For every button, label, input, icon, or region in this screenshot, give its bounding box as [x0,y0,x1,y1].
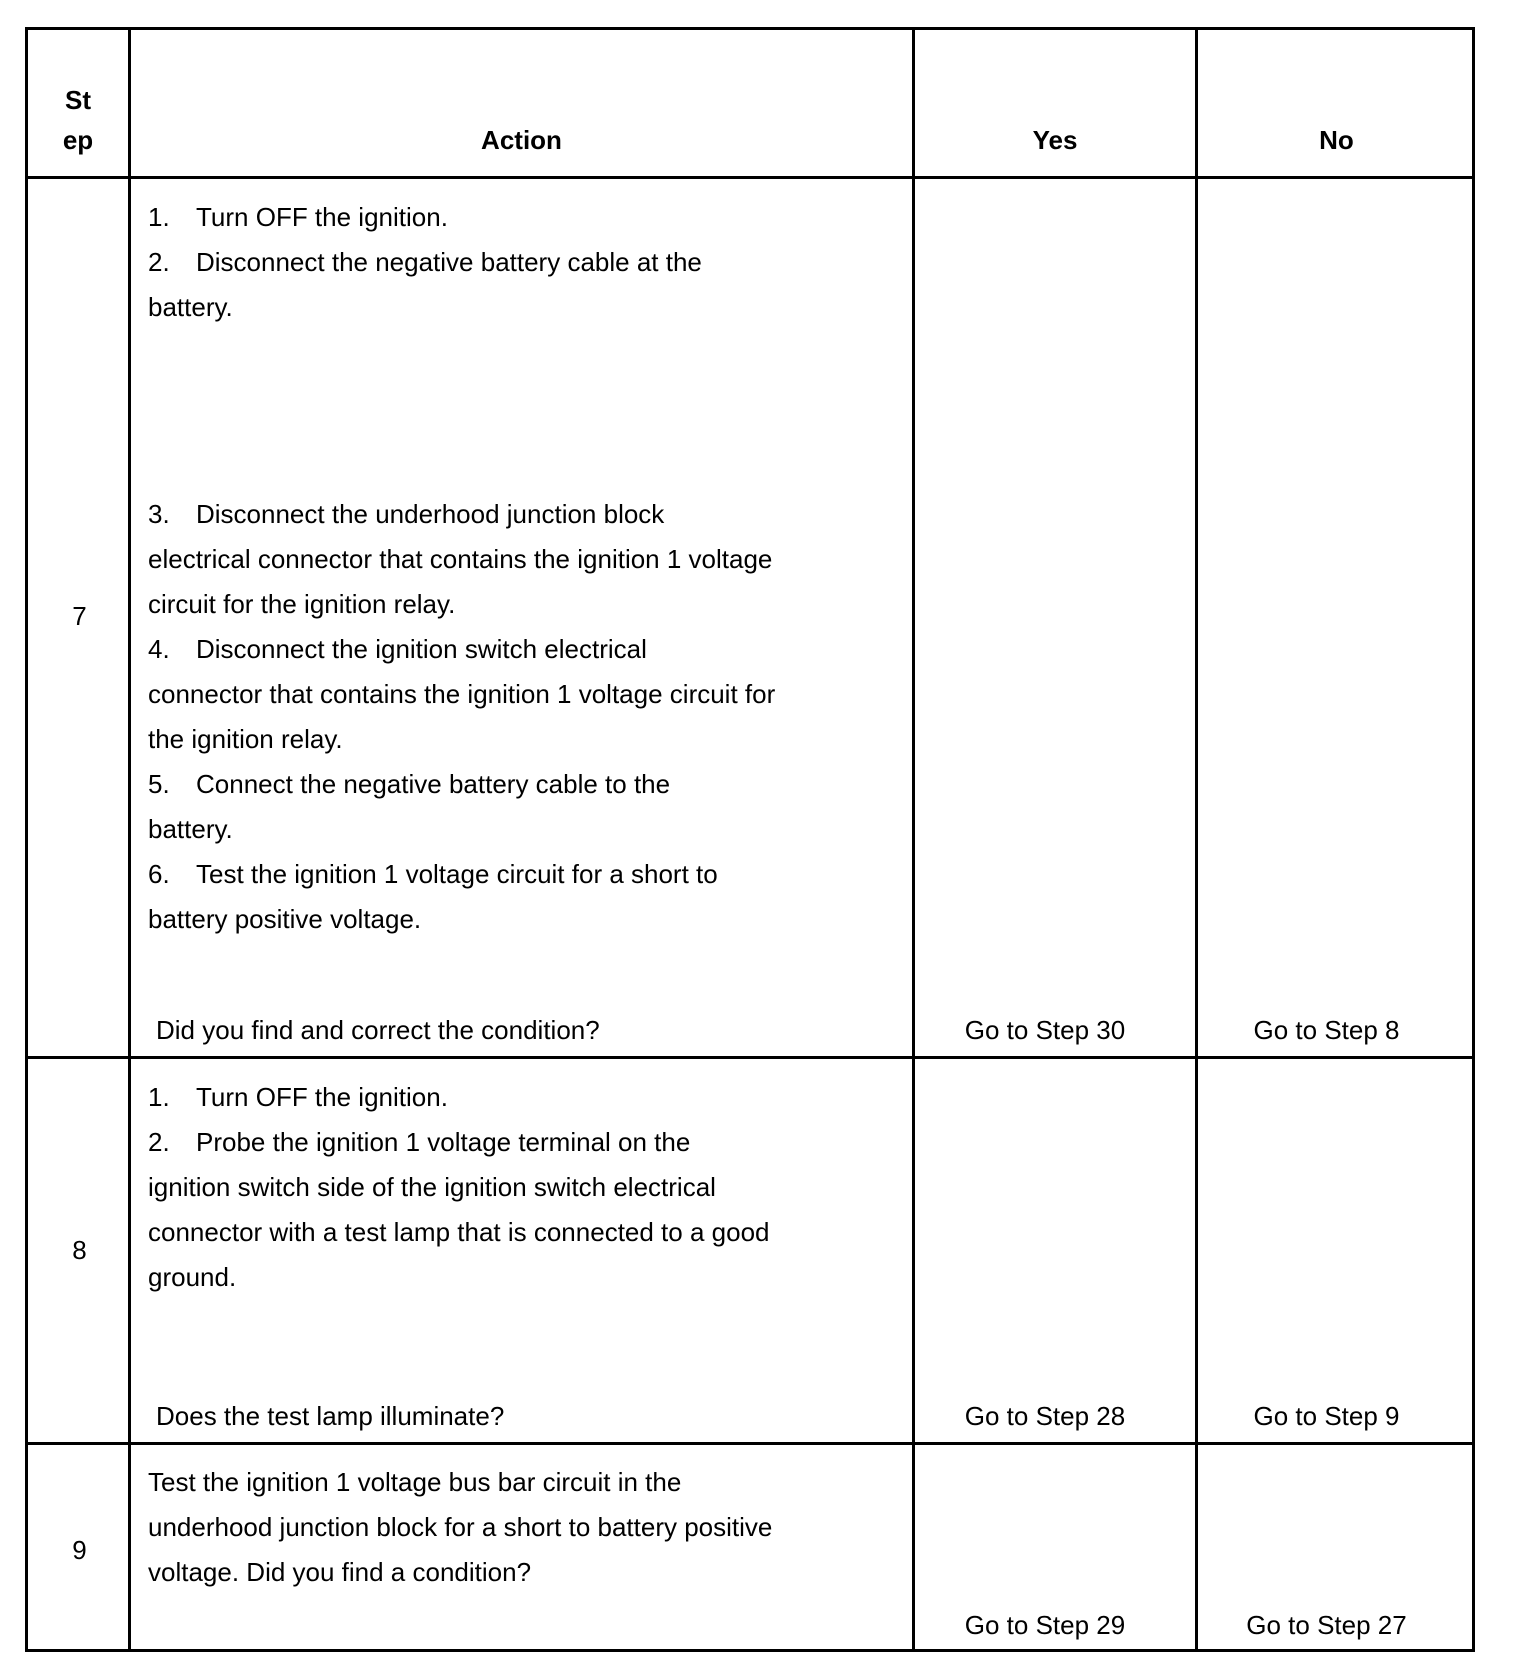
action-line: 3. Disconnect the underhood junction block [148,499,665,529]
action-block [148,492,775,942]
action-line: voltage. Did you find a condition? [148,1557,532,1587]
header-action: Action [481,125,562,155]
action-line: circuit for the ignition relay. [148,589,456,619]
action-line: battery. [148,814,233,844]
action-line: 2. Disconnect the negative battery cable at the [148,247,702,277]
action-line: 4. Disconnect the ignition switch electrical [148,634,647,664]
action-block [148,1075,770,1300]
row-divider [28,1442,1472,1445]
action-block [148,195,702,330]
header-step-line1: St [65,85,91,115]
row-divider [28,1056,1472,1059]
header-step [28,80,128,160]
action-line: the ignition relay. [148,724,343,754]
no-result: Go to Step 27 [1246,1610,1407,1640]
action-line: 1. Turn OFF the ignition. [148,202,448,232]
header-yes: Yes [1032,125,1078,155]
action-line: connector with a test lamp that is connected to a good [148,1217,770,1247]
header-no: No [1319,125,1354,155]
step-number: 9 [72,1535,87,1565]
yes-result: Go to Step 29 [964,1610,1126,1640]
action-block [148,1460,772,1595]
action-line: Test the ignition 1 voltage bus bar circuit in the [148,1467,682,1497]
step-number: 8 [72,1235,87,1265]
question-text: Does the test lamp illuminate? [156,1401,505,1431]
action-line: 6. Test the ignition 1 voltage circuit for a short to [148,859,718,889]
action-line: 2. Probe the ignition 1 voltage terminal on the [148,1127,691,1157]
no-result: Go to Step 8 [1253,1015,1400,1045]
action-line: ignition switch side of the ignition switch electrical [148,1172,716,1202]
diagnostic-table [25,27,1475,1652]
row-divider [28,176,1472,179]
no-result: Go to Step 9 [1253,1401,1400,1431]
yes-result: Go to Step 28 [964,1401,1126,1431]
header-step-line2: ep [62,125,94,155]
step-number: 7 [72,601,87,631]
action-line: battery positive voltage. [148,904,422,934]
yes-result: Go to Step 30 [964,1015,1126,1045]
action-line: 5. Connect the negative battery cable to the [148,769,671,799]
action-line: battery. [148,292,233,322]
question-text: Did you find and correct the condition? [156,1015,600,1045]
action-line: 1. Turn OFF the ignition. [148,1082,448,1112]
action-line: underhood junction block for a short to battery positive [148,1512,773,1542]
action-line: connector that contains the ignition 1 voltage circuit for [148,679,776,709]
action-line: electrical connector that contains the ignition 1 voltage [148,544,773,574]
action-line: ground. [148,1262,237,1292]
column-divider [128,30,131,1649]
